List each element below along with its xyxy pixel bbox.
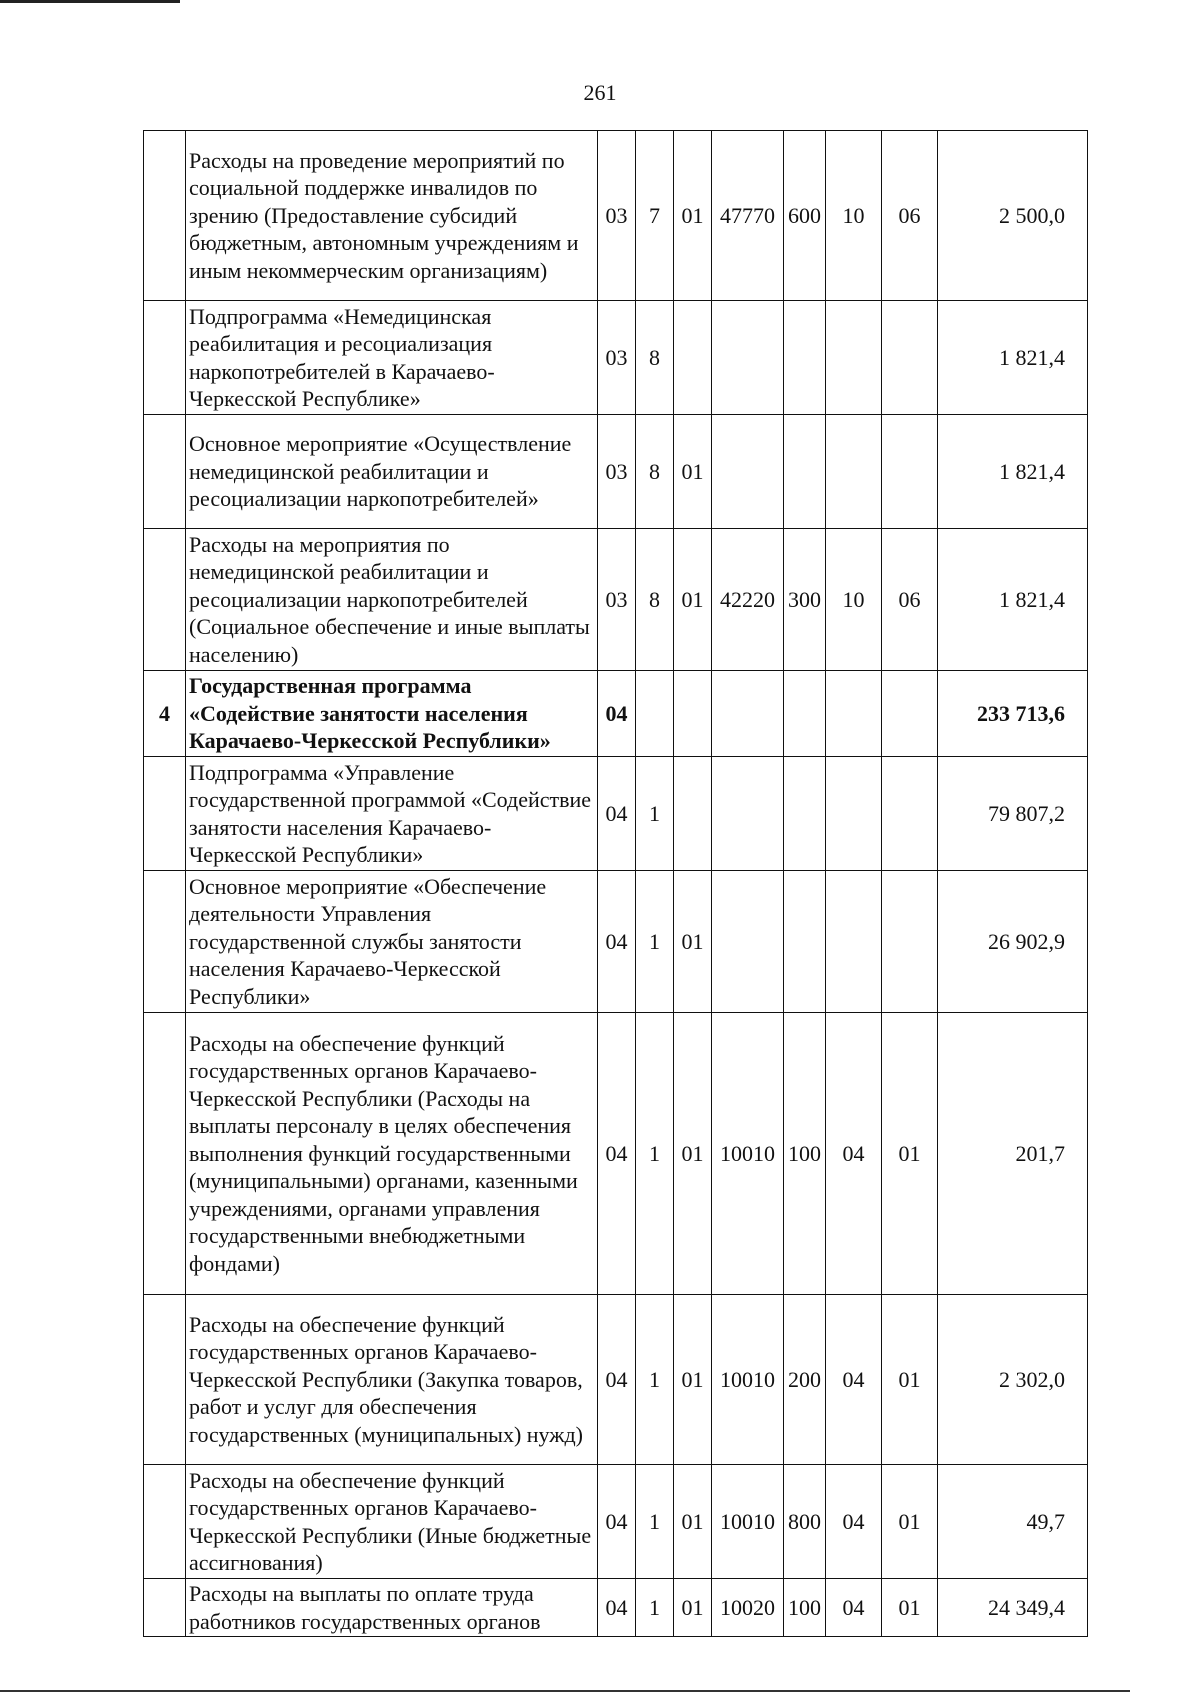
subsection-code-cell: 01 <box>882 1295 938 1465</box>
program-code-cell: 04 <box>598 1013 636 1295</box>
table-row <box>144 131 1088 301</box>
table-row <box>144 1295 1088 1465</box>
table-row <box>144 1013 1088 1295</box>
direction-code-cell <box>712 871 784 1013</box>
amount-cell: 1 821,4 <box>938 415 1088 529</box>
row-number-cell <box>144 871 186 1013</box>
main-activity-code-cell: 01 <box>674 529 712 671</box>
row-number-cell <box>144 1013 186 1295</box>
amount-cell: 79 807,2 <box>938 757 1088 871</box>
main-activity-code-cell: 01 <box>674 415 712 529</box>
subsection-code-cell: 06 <box>882 131 938 301</box>
budget-table <box>143 130 1088 1637</box>
subsection-code-cell: 06 <box>882 529 938 671</box>
expense-type-code-cell: 100 <box>784 1579 826 1637</box>
subsection-code-cell: 01 <box>882 1579 938 1637</box>
table-row <box>144 415 1088 529</box>
direction-code-cell <box>712 301 784 415</box>
section-code-cell: 04 <box>826 1013 882 1295</box>
main-activity-code-cell: 01 <box>674 871 712 1013</box>
subprogram-code-cell <box>636 671 674 757</box>
main-activity-code-cell <box>674 671 712 757</box>
scan-top-rule <box>0 0 180 3</box>
section-code-cell <box>826 871 882 1013</box>
section-code-cell <box>826 301 882 415</box>
row-number-cell <box>144 301 186 415</box>
direction-code-cell <box>712 415 784 529</box>
row-number-cell <box>144 415 186 529</box>
expense-type-code-cell <box>784 871 826 1013</box>
main-activity-code-cell <box>674 757 712 871</box>
expense-name-cell: Расходы на обеспечение функций государственных органов Карачаево-Черкесской Республики (Расходы на выплаты персоналу в целях обеспечения выполнения функций государственными (муниципальными) органами, казенными учреждениями, органами управления государственными внебюджетными фондами) <box>186 1013 598 1295</box>
main-activity-code-cell: 01 <box>674 1465 712 1579</box>
section-code-cell <box>826 757 882 871</box>
table-row <box>144 871 1088 1013</box>
expense-name-cell: Расходы на обеспечение функций государственных органов Карачаево-Черкесской Республики (Иные бюджетные ассигнования) <box>186 1465 598 1579</box>
table-row <box>144 529 1088 671</box>
subsection-code-cell <box>882 301 938 415</box>
section-code-cell: 04 <box>826 1579 882 1637</box>
subprogram-code-cell: 1 <box>636 871 674 1013</box>
direction-code-cell <box>712 671 784 757</box>
direction-code-cell: 10010 <box>712 1295 784 1465</box>
subsection-code-cell <box>882 671 938 757</box>
subprogram-code-cell: 1 <box>636 1013 674 1295</box>
amount-cell: 26 902,9 <box>938 871 1088 1013</box>
row-number-cell <box>144 529 186 671</box>
expense-name-cell: Расходы на проведение мероприятий по социальной поддержке инвалидов по зрению (Предоставление субсидий бюджетным, автономным учреждениям и иным некоммерческим организациям) <box>186 131 598 301</box>
amount-cell: 1 821,4 <box>938 301 1088 415</box>
direction-code-cell: 42220 <box>712 529 784 671</box>
expense-type-code-cell: 300 <box>784 529 826 671</box>
program-code-cell: 04 <box>598 1465 636 1579</box>
expense-name-cell: Расходы на мероприятия по немедицинской реабилитации и ресоциализации наркопотребителей (Социальное обеспечение и иные выплаты населению) <box>186 529 598 671</box>
subsection-code-cell: 01 <box>882 1013 938 1295</box>
program-code-cell: 04 <box>598 757 636 871</box>
expense-name-cell: Основное мероприятие «Осуществление немедицинской реабилитации и ресоциализации наркопотребителей» <box>186 415 598 529</box>
subprogram-code-cell: 8 <box>636 301 674 415</box>
row-number-cell <box>144 131 186 301</box>
page-number: 261 <box>583 80 617 105</box>
expense-name-cell: Государственная программа «Содействие занятости населения Карачаево-Черкесской Республики» <box>186 671 598 757</box>
subprogram-code-cell: 7 <box>636 131 674 301</box>
expense-type-code-cell <box>784 415 826 529</box>
program-code-cell: 04 <box>598 1579 636 1637</box>
row-number-cell <box>144 1579 186 1637</box>
section-code-cell: 04 <box>826 1465 882 1579</box>
direction-code-cell <box>712 757 784 871</box>
amount-cell: 1 821,4 <box>938 529 1088 671</box>
amount-cell: 2 302,0 <box>938 1295 1088 1465</box>
amount-cell: 2 500,0 <box>938 131 1088 301</box>
program-code-cell: 03 <box>598 415 636 529</box>
expense-name-cell: Расходы на выплаты по оплате труда работников государственных органов <box>186 1579 598 1637</box>
subprogram-code-cell: 1 <box>636 1465 674 1579</box>
expense-type-code-cell: 200 <box>784 1295 826 1465</box>
main-activity-code-cell <box>674 301 712 415</box>
program-code-cell: 04 <box>598 1295 636 1465</box>
table-body <box>144 131 1088 1637</box>
program-code-cell: 04 <box>598 671 636 757</box>
direction-code-cell: 10020 <box>712 1579 784 1637</box>
subsection-code-cell: 01 <box>882 1465 938 1579</box>
row-number-cell <box>144 1465 186 1579</box>
section-code-cell <box>826 671 882 757</box>
expense-type-code-cell: 100 <box>784 1013 826 1295</box>
section-code-cell: 10 <box>826 131 882 301</box>
direction-code-cell: 10010 <box>712 1013 784 1295</box>
section-code-cell: 10 <box>826 529 882 671</box>
program-code-cell: 03 <box>598 301 636 415</box>
amount-cell: 201,7 <box>938 1013 1088 1295</box>
amount-cell: 49,7 <box>938 1465 1088 1579</box>
program-code-cell: 04 <box>598 871 636 1013</box>
subsection-code-cell <box>882 415 938 529</box>
main-activity-code-cell: 01 <box>674 1579 712 1637</box>
table-row <box>144 1579 1088 1637</box>
main-activity-code-cell: 01 <box>674 1013 712 1295</box>
row-number-cell: 4 <box>144 671 186 757</box>
main-activity-code-cell: 01 <box>674 1295 712 1465</box>
expense-name-cell: Подпрограмма «Управление государственной программой «Содействие занятости населения Карачаево-Черкесской Республики» <box>186 757 598 871</box>
row-number-cell <box>144 757 186 871</box>
subprogram-code-cell: 8 <box>636 415 674 529</box>
table-row <box>144 757 1088 871</box>
main-activity-code-cell: 01 <box>674 131 712 301</box>
expense-name-cell: Расходы на обеспечение функций государственных органов Карачаево-Черкесской Республики (Закупка товаров, работ и услуг для обеспечения государственных (муниципальных) нужд) <box>186 1295 598 1465</box>
expense-type-code-cell: 600 <box>784 131 826 301</box>
amount-cell: 24 349,4 <box>938 1579 1088 1637</box>
subsection-code-cell <box>882 871 938 1013</box>
expense-type-code-cell <box>784 301 826 415</box>
expense-name-cell: Основное мероприятие «Обеспечение деятельности Управления государственной службы занятости населения Карачаево-Черкесской Республики» <box>186 871 598 1013</box>
table-row <box>144 1465 1088 1579</box>
table-row <box>144 671 1088 757</box>
subprogram-code-cell: 1 <box>636 757 674 871</box>
table-row <box>144 301 1088 415</box>
expense-name-cell: Подпрограмма «Немедицинская реабилитация и ресоциализация наркопотребителей в Карачаево-Черкесской Республике» <box>186 301 598 415</box>
direction-code-cell: 10010 <box>712 1465 784 1579</box>
section-code-cell <box>826 415 882 529</box>
subprogram-code-cell: 8 <box>636 529 674 671</box>
expense-type-code-cell <box>784 757 826 871</box>
expense-type-code-cell: 800 <box>784 1465 826 1579</box>
subsection-code-cell <box>882 757 938 871</box>
scan-bottom-rule <box>0 1690 1130 1692</box>
subprogram-code-cell: 1 <box>636 1579 674 1637</box>
expense-type-code-cell <box>784 671 826 757</box>
program-code-cell: 03 <box>598 131 636 301</box>
program-code-cell: 03 <box>598 529 636 671</box>
amount-cell: 233 713,6 <box>938 671 1088 757</box>
section-code-cell: 04 <box>826 1295 882 1465</box>
row-number-cell <box>144 1295 186 1465</box>
direction-code-cell: 47770 <box>712 131 784 301</box>
subprogram-code-cell: 1 <box>636 1295 674 1465</box>
